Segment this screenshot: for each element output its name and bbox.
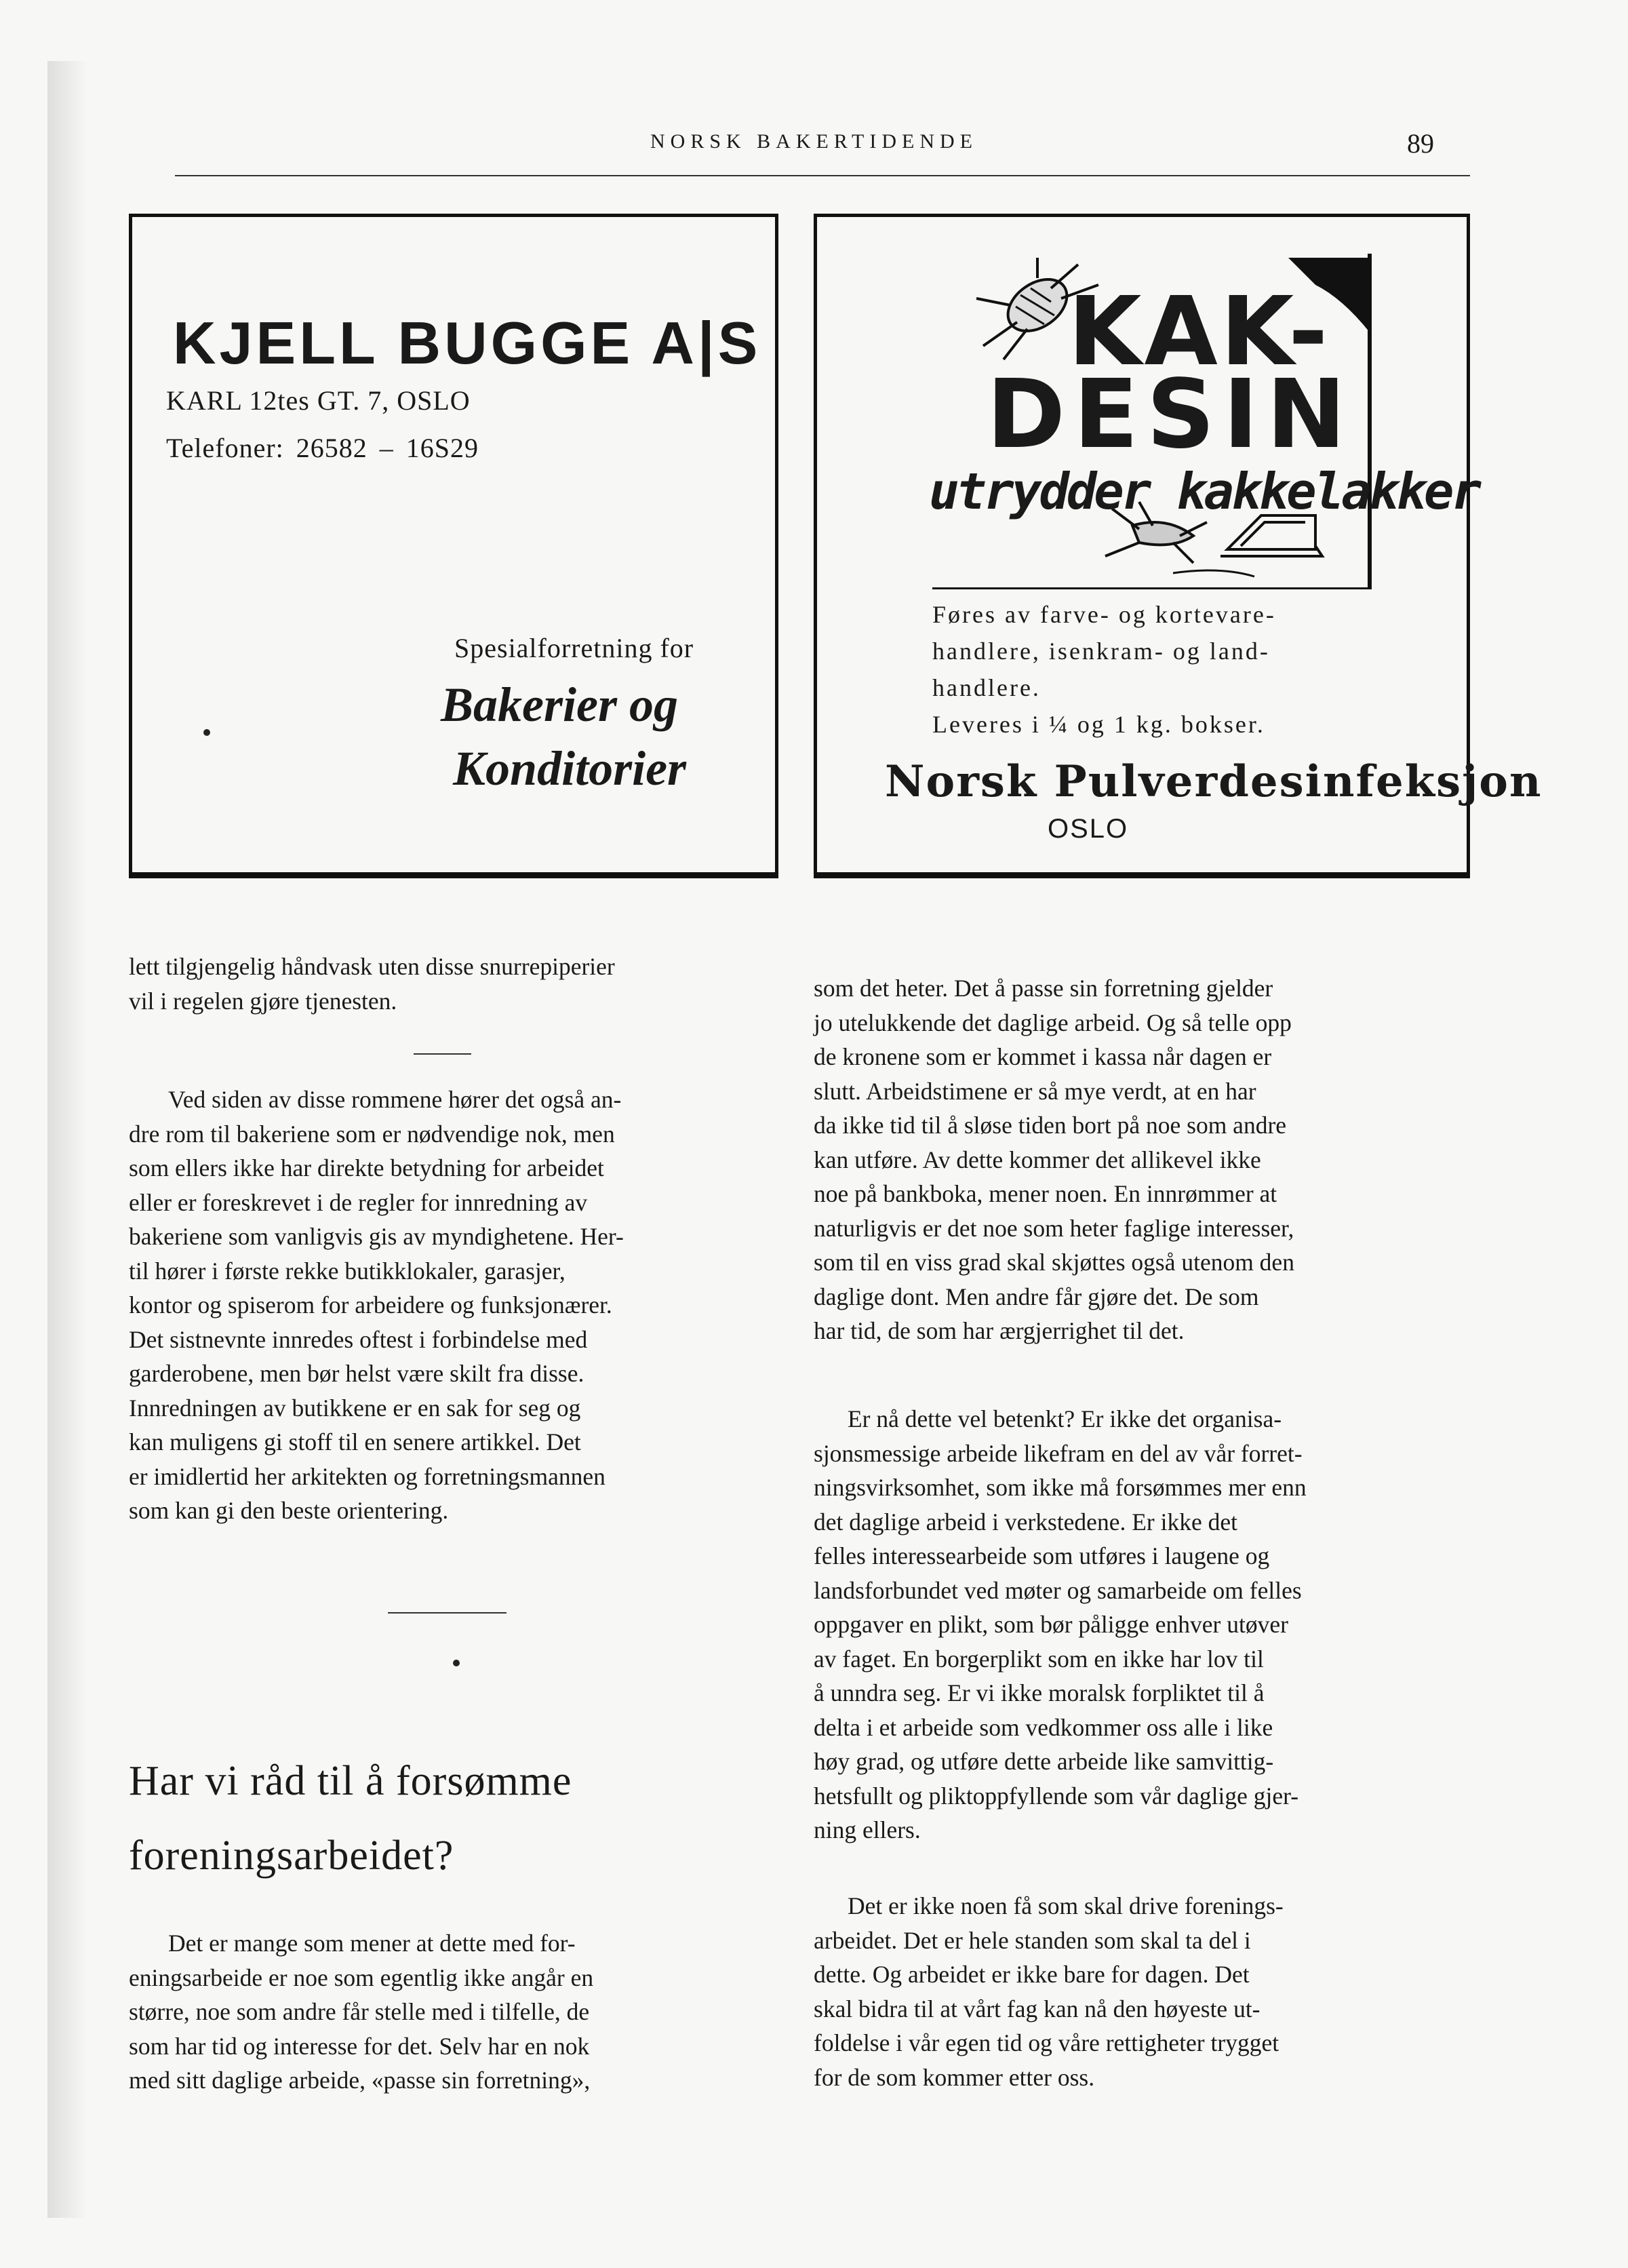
ad-specialty: Spesialforretning for [454, 633, 694, 663]
text-line: lett tilgjengelig håndvask uten disse snurrepiperier [129, 953, 615, 980]
text-line: slutt. Arbeidstimene er så mye verdt, at en har [814, 1077, 1256, 1105]
text-line: eller er foreskrevet i de regler for innredning av [129, 1188, 588, 1216]
text-line: vil i regelen gjøre tjenesten. [129, 987, 397, 1015]
text-line: Innredningen av butikkene er en sak for seg og [129, 1394, 581, 1422]
paragraph [129, 950, 776, 1018]
heading-line: Har vi råd til å forsømme [129, 1758, 572, 1804]
trap-box-icon [1220, 515, 1322, 556]
text-line: det daglige arbeid i verkstedene. Er ikke det [814, 1508, 1237, 1536]
text-line: kan muligens gi stoff til en senere artikkel. Det [129, 1428, 581, 1455]
text-line: sjonsmessige arbeide likefram en del av vår forret- [814, 1439, 1303, 1467]
ad-script-line: Konditorier [453, 741, 687, 796]
text-line: landsforbundet ved møter og samarbeide om felles [814, 1576, 1302, 1604]
text-line: naturligvis er det noe som heter faglige interesser, [814, 1214, 1294, 1242]
ad-text-line: handlere. [932, 674, 1041, 701]
text-line: Er nå dette vel betenkt? Er ikke det organisa- [848, 1405, 1282, 1432]
text-line: som ellers ikke har direkte betydning for arbeidet [129, 1154, 604, 1181]
text-line: daglige dont. Men andre får gjøre det. De som [814, 1283, 1259, 1310]
text-line: skal bidra til at vårt fag kan nå den høyeste ut- [814, 1995, 1260, 2022]
running-head: NORSK BAKERTIDENDE [650, 130, 978, 153]
text-line: som til en viss grad skal skjøttes også utenom den [814, 1249, 1294, 1276]
text-line: arbeidet. Det er hele standen som skal ta del i [814, 1926, 1251, 1954]
text-line: ningsvirksomhet, som ikke må forsømmes mer enn [814, 1474, 1307, 1501]
text-line: å unndra seg. Er vi ikke moralsk forpliktet til å [814, 1679, 1265, 1706]
text-line: bakeriene som vanligvis gis av myndighetene. Her- [129, 1223, 624, 1250]
text-line: til hører i første rekke butikklokaler, garasjer, [129, 1257, 565, 1285]
paragraph [814, 1889, 1470, 2094]
text-line: kontor og spiserom for arbeidere og funksjonærer. [129, 1291, 612, 1318]
ad-kakdesin-baseline [814, 872, 1470, 877]
ad-text-line: Føres av farve- og kortevare- [932, 601, 1276, 628]
text-line: da ikke tid til å sløse tiden bort på noe som andre [814, 1112, 1287, 1139]
text-line: større, noe som andre får stelle med i tilfelle, de [129, 1998, 590, 2025]
text-line: som har tid og interesse for det. Selv har en nok [129, 2032, 590, 2060]
section-rule [388, 1612, 507, 1614]
ad-text-line: Leveres i ¼ og 1 kg. bokser. [932, 711, 1265, 738]
shadow-stroke [1173, 570, 1254, 576]
text-line: er imidlertid her arkitekten og forretningsmannen [129, 1462, 605, 1490]
paragraph [814, 1402, 1470, 1847]
ad-company-name: Norsk Pulverdesinfeksjon [885, 756, 1543, 807]
ad-company-name: KJELL BUGGE A|S [173, 309, 761, 376]
text-line: Det er mange som mener at dette med for- [168, 1930, 576, 1957]
ad-script-line: Bakerier og [441, 678, 678, 732]
text-line: som det heter. Det å passe sin forretning gjelder [814, 975, 1273, 1002]
text-line: dette. Og arbeidet er ikke bare for dagen. Det [814, 1961, 1250, 1988]
kakdesin-brand: DESIN [987, 359, 1354, 470]
text-line: de kronene som er kommet i kassa når dagen er [814, 1043, 1272, 1070]
text-line: Ved siden av disse rommene hører det også an- [168, 1086, 622, 1113]
text-line: delta i et arbeide som vedkommer oss alle i like [814, 1713, 1273, 1741]
ad-text-line: handlere, isenkram- og land- [932, 638, 1270, 665]
text-line: høy grad, og utføre dette arbeide like samvittig- [814, 1748, 1274, 1775]
heading-line: foreningsarbeidet? [129, 1833, 454, 1879]
paragraph [129, 1082, 776, 1528]
ad-address: KARL 12tes GT. 7, OSLO [166, 385, 471, 416]
text-line: har tid, de som har ærgjerrighet til det. [814, 1317, 1185, 1344]
phone-separator: – [379, 433, 394, 463]
text-line: kan utføre. Av dette kommer det allikevel ikke [814, 1146, 1261, 1173]
separator-dot [453, 1660, 460, 1666]
ad-city: OSLO [1048, 814, 1129, 844]
paragraph [129, 1926, 776, 2098]
article-heading [129, 1744, 776, 1893]
paragraph [814, 971, 1470, 1348]
text-line: noe på bankboka, mener noen. En innrømmer at [814, 1180, 1277, 1207]
text-line: Det er ikke noen få som skal drive forenings- [848, 1892, 1284, 1919]
page-number: 89 [1407, 128, 1434, 159]
kakdesin-slogan: utrydder kakkelakker [929, 463, 1480, 521]
text-line: jo utelukkende det daglige arbeid. Og så telle opp [814, 1009, 1292, 1036]
phone-number: 16S29 [405, 433, 479, 463]
ad-phones [166, 432, 491, 464]
kakdesin-brand: KAK- [1068, 277, 1331, 387]
phone-number: 26582 [296, 433, 368, 463]
text-line: som kan gi den beste orientering. [129, 1497, 449, 1524]
text-line: med sitt daglige arbeide, «passe sin forretning», [129, 2067, 591, 2094]
text-line: garderobene, men bør helst være skilt fra disse. [129, 1360, 584, 1387]
text-line: ning ellers. [814, 1816, 921, 1843]
text-line: dre rom til bakeriene som er nødvendige nok, men [129, 1120, 615, 1148]
text-line: for de som kommer etter oss. [814, 2063, 1095, 2091]
section-rule [414, 1053, 471, 1055]
text-line: Det sistnevnte innredes oftest i forbindelse med [129, 1325, 588, 1353]
phone-label: Telefoner: [166, 433, 284, 463]
text-line: av faget. En borgerplikt som en ikke har lov til [814, 1645, 1264, 1673]
header-rule [175, 175, 1470, 176]
text-line: hetsfullt og pliktoppfyllende som vår daglige gjer- [814, 1782, 1299, 1810]
text-line: eningsarbeide er noe som egentlig ikke angår en [129, 1963, 594, 1991]
text-line: oppgaver en plikt, som bør påligge enhver utøver [814, 1611, 1288, 1638]
ad-bullet-dot [203, 729, 210, 736]
text-line: foldelse i vår egen tid og våre rettigheter trygget [814, 2029, 1279, 2056]
text-line: felles interessearbeide som utføres i laugene og [814, 1542, 1270, 1569]
ad-kjell-bugge-baseline [129, 872, 778, 877]
scan-shadow [47, 61, 88, 2218]
